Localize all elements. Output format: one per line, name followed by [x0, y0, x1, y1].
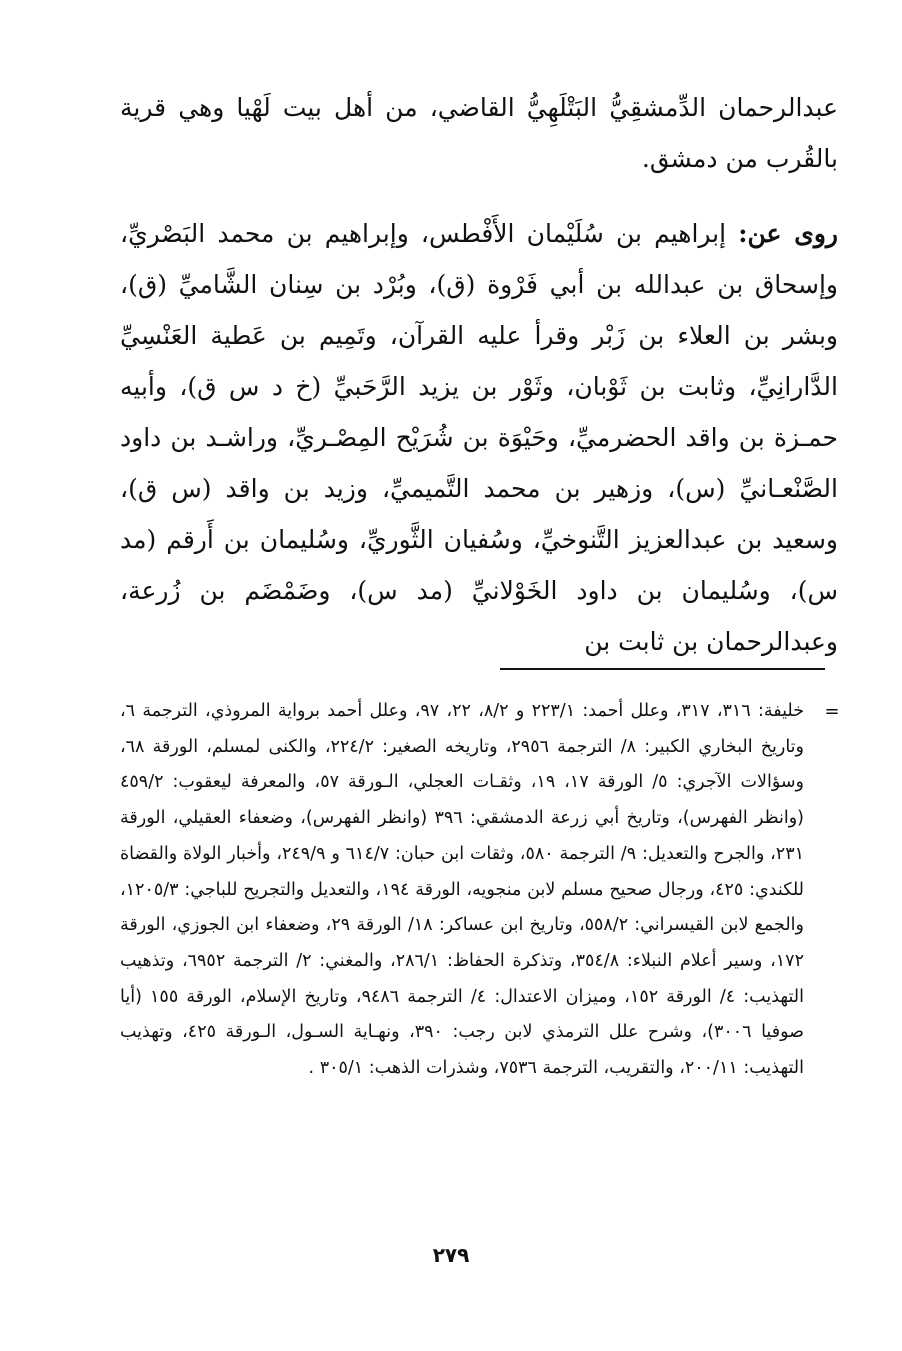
footnote-text: خليفة: ٣١٦، ٣١٧، وعلل أحمد: ٢٢٣/١ و ٨/٢، ٢٢، ٩٧، وعلل أحمد برواية المروذي، الترجمة ٦، وتاريخ البخاري الكبير: ٨/ الترجمة ٢٩٥٦، وتاريخه الصغير: ٢٢٤/٢، والكنى لمسلم، الورقة ٦٨، وسؤالات الآجري: ٥/ الورقة ١٧، ١٩، وثقـات العجلي، الـورقة ٥٧، والمعرفة ليعقوب: ٤٥٩/٢ (وانظر الفهرس)، وتاريخ أبي زرعة الدمشقي: ٣٩٦ (وانظر الفهرس)، وضعفاء العقيلي، الورقة ٢٣١، والجرح والتعديل: ٩/ الترجمة ٥٨٠، وثقات ابن حبان: ٦١٤/٧ و ٢٤٩/٩، وأخبار الولاة والقضاة للكندي: ٤٢٥، ورجال صحيح مسلم لابن منجويه، الورقة ١٩٤، والتعديل والتجريح للباجي: ١٢٠٥/٣، والجمع لابن القيسراني: ٥٥٨/٢، وتاريخ ابن عساكر: ١٨/ الورقة ٢٩، وضعفاء ابن الجوزي، الورقة ١٧٢، وسير أعلام النبلاء: ٣٥٤/٨، وتذكرة الحفاظ: ٢٨٦/١، والمغني: ٢/ الترجمة ٦٩٥٢، وتذهيب التهذيب: ٤/ الورقة ١٥٢، وميزان الاعتدال: ٤/ الترجمة ٩٤٨٦، وتاريخ الإسلام، الورقة ١٥٥ (أيا صوفيا ٣٠٠٦)، وشرح علل الترمذي لابن رجب: ٣٩٠، ونهـاية السـول، الـورقة ٤٢٥، وتهذيب التهذيب: ٢٠٠/١١، والتقريب، الترجمة ٧٥٣٦، وشذرات الذهب: ٣٠٥/١ .: [120, 701, 805, 1079]
intro-paragraph: عبدالرحمان الدِّمشقِيُّ البَتْلَهِيُّ القاضي، من أهل بيت لَهْيا وهي قرية بالقُرب من دمشق.: [120, 93, 838, 173]
footnote-block: [120, 694, 838, 1087]
continuation-marker: =: [824, 701, 840, 722]
page-number: ٢٧٩: [432, 1243, 470, 1267]
narrated-from-label: روى عن:: [738, 219, 839, 248]
footnote-separator: [500, 668, 825, 670]
main-text: [120, 82, 838, 667]
narrated-from-list: إبراهيم بن سُلَيْمان الأَفْطس، وإبراهيم بن محمد البَصْريِّ، وإسحاق بن عبدالله بن أبي فَرْوة (ق)، وبُرْد بن سِنان الشَّاميِّ (ق)، وبشر بن العلاء بن زَبْر وقرأ عليه القرآن، وتَمِيم بن عَطية العَنْسِيِّ الدَّارانِيِّ، وثابت بن ثَوْبان، وثَوْر بن يزيد الرَّحَبيِّ (خ د س ق)، وأبيه حمـزة بن واقد الحضرميِّ، وحَيْوَة بن شُرَيْح المِصْـريِّ، وراشـد بن داود الصَّنْعـانيِّ (س)، وزهير بن محمد التَّميميِّ، وزيد بن واقد (س ق)، وسعيد بن عبدالعزيز التَّنوخيِّ، وسُفيان الثَّوريِّ، وسُليمان بن أَرقم (مد س)، وسُليمان بن داود الخَوْلانيِّ (مد س)، وضَمْضَم بن زُرعة، وعبدالرحمان بن ثابت بن: [120, 219, 838, 656]
narrated-from-paragraph: [120, 208, 838, 667]
